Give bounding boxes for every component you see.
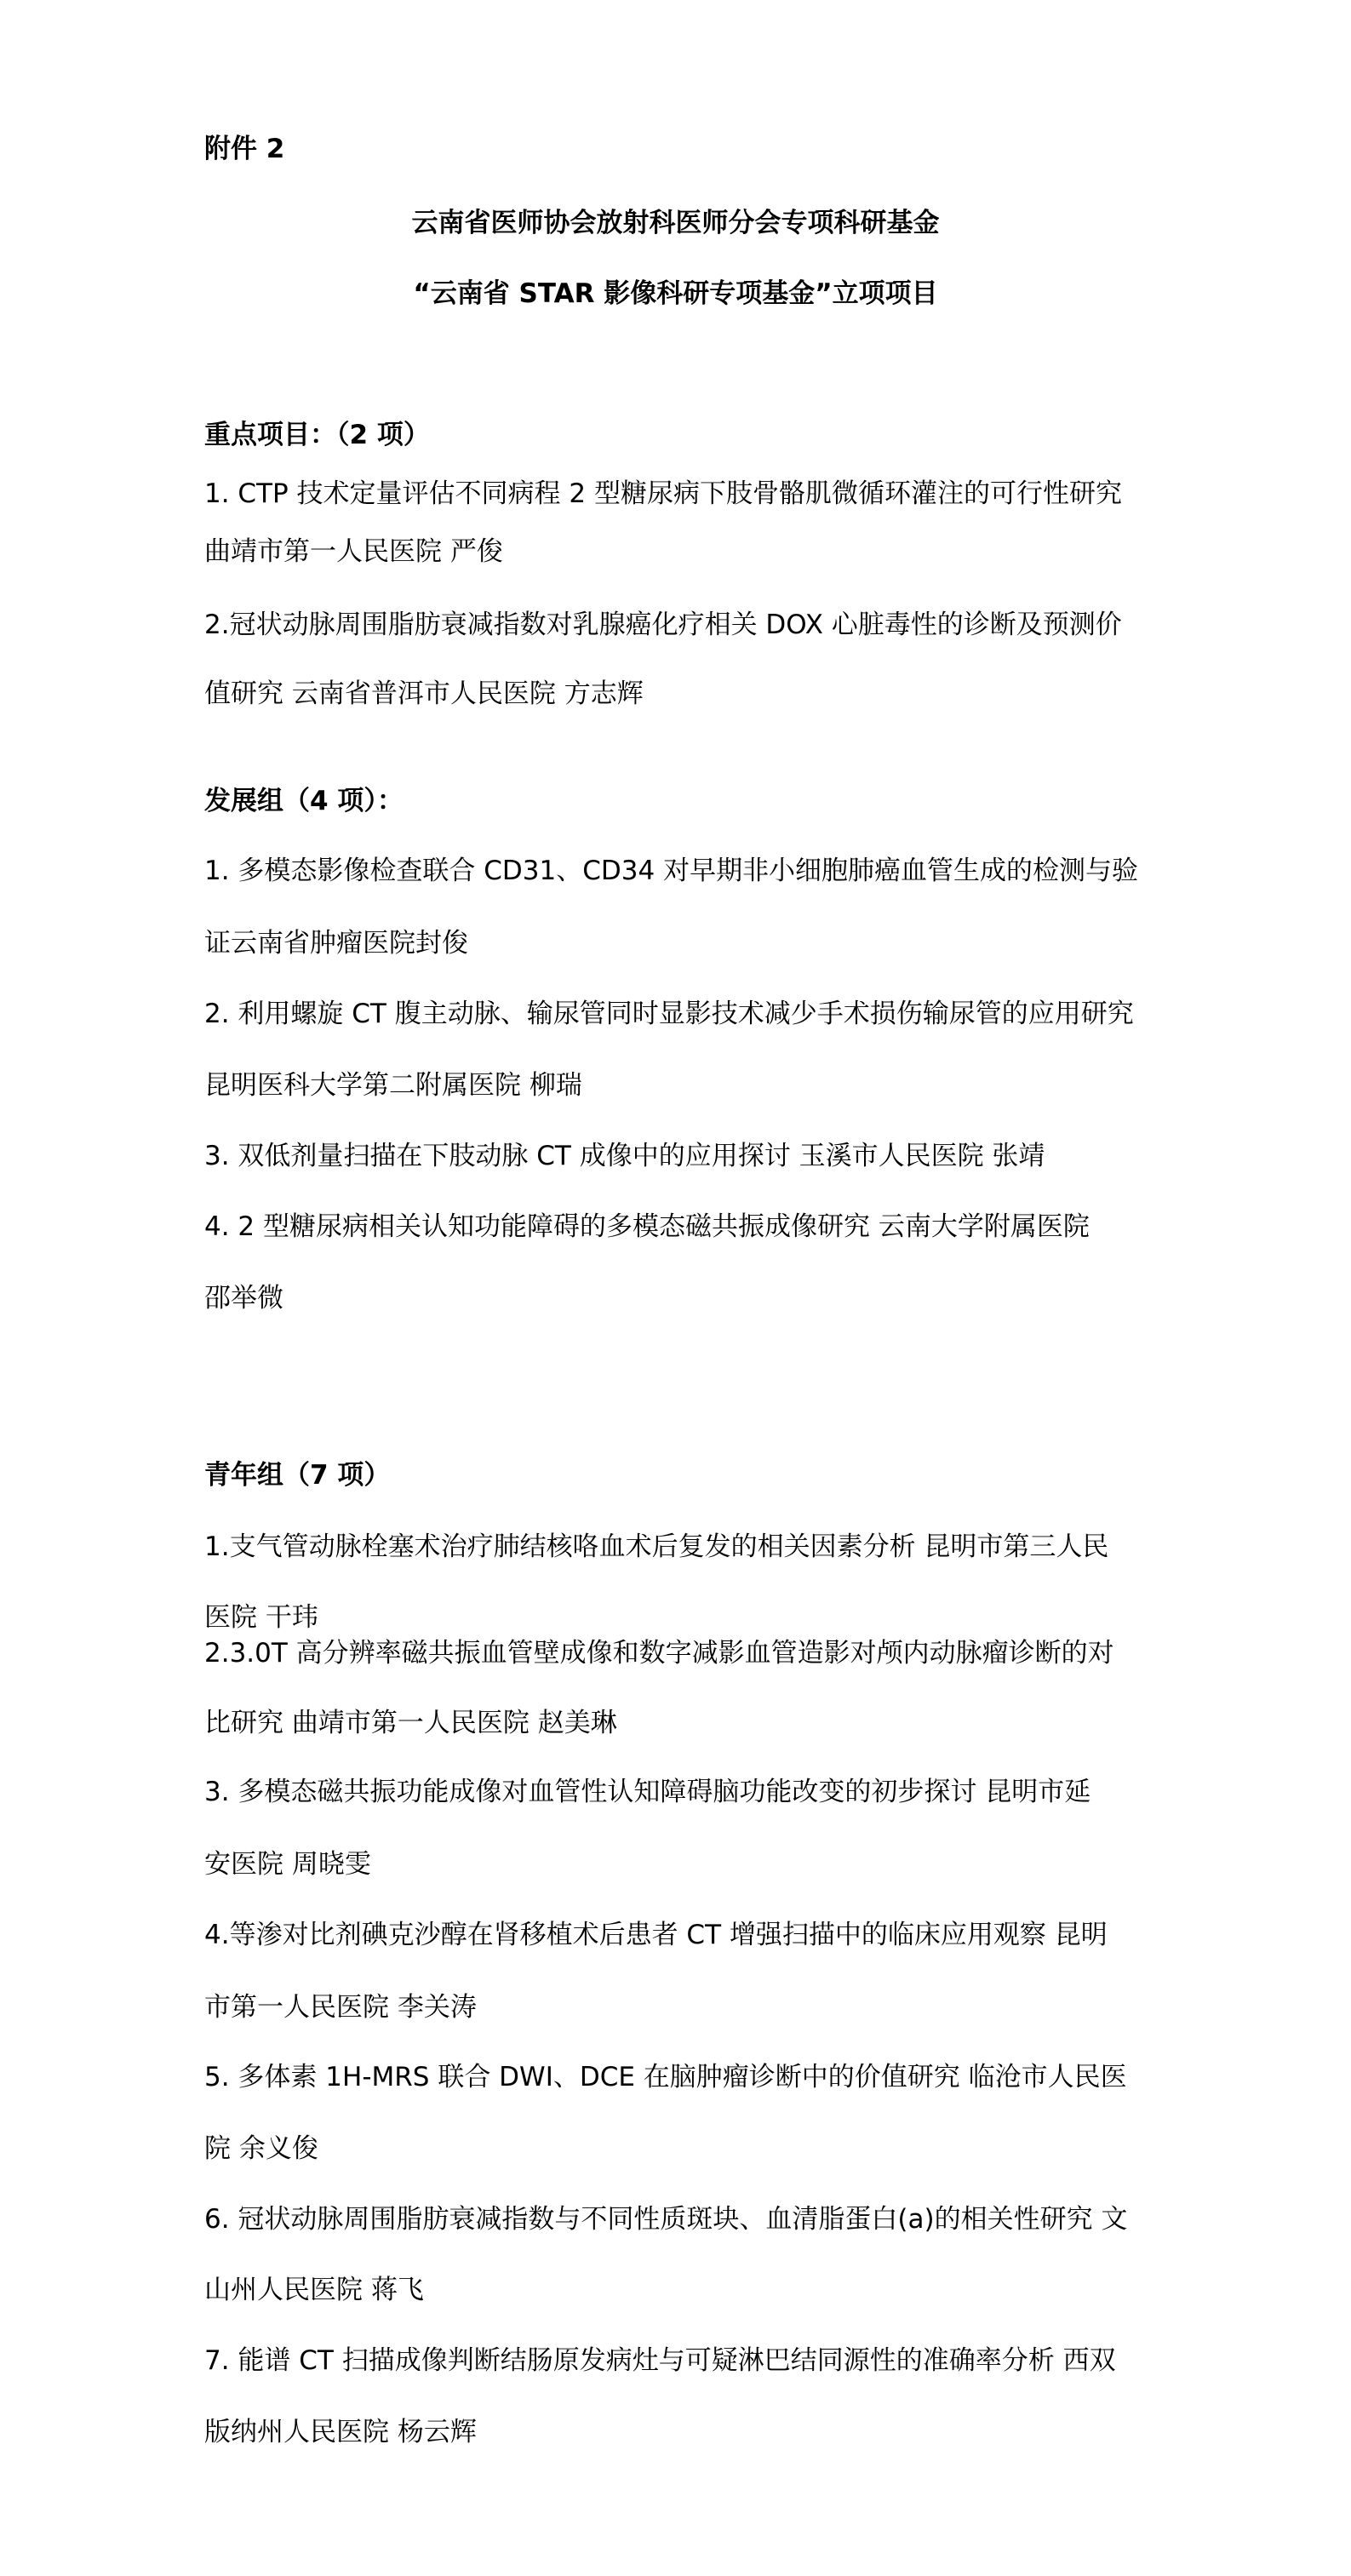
item-title-line: 1.支气管动脉栓塞术治疗肺结核咯血术后复发的相关因素分析 昆明市第三人民: [204, 1531, 1109, 1562]
item-affiliation-line: 邵举微: [204, 1283, 283, 1314]
item-affiliation-line: 证云南省肿瘤医院封俊: [204, 928, 468, 959]
item-title-line: 7. 能谱 CT 扫描成像判断结肠原发病灶与可疑淋巴结同源性的准确率分析 西双: [204, 2345, 1116, 2376]
item-affiliation-line: 值研究 云南省普洱市人民医院 方志辉: [204, 678, 644, 709]
item-affiliation-line: 医院 干玮: [204, 1602, 318, 1633]
section-heading: 重点项目：（2 项）: [204, 420, 430, 450]
item-title-line: 3. 双低剂量扫描在下肢动脉 CT 成像中的应用探讨 玉溪市人民医院 张靖: [204, 1141, 1045, 1171]
item-affiliation-line: 版纳州人民医院 杨云辉: [204, 2417, 477, 2447]
item-affiliation-line: 市第一人民医院 李关涛: [204, 1992, 477, 2023]
item-title-line: 4. 2 型糖尿病相关认知功能障碍的多模态磁共振成像研究 云南大学附属医院: [204, 1211, 1090, 1242]
section-heading: 青年组（7 项）: [204, 1460, 391, 1491]
item-title-line: 6. 冠状动脉周围脂肪衰减指数与不同性质斑块、血清脂蛋白(a)的相关性研究 文: [204, 2204, 1128, 2235]
item-affiliation-line: 院 余义俊: [204, 2133, 318, 2164]
item-title-line: 5. 多体素 1H-MRS 联合 DWI、DCE 在脑肿瘤诊断中的价值研究 临沧市人民医: [204, 2062, 1127, 2092]
item-title-line: 1. 多模态影像检查联合 CD31、CD34 对早期非小细胞肺癌血管生成的检测与验: [204, 856, 1139, 886]
item-title-line: 2. 利用螺旋 CT 腹主动脉、输尿管同时显影技术减少手术损伤输尿管的应用研究: [204, 999, 1134, 1029]
item-affiliation-line: 山州人民医院 蒋飞: [204, 2275, 424, 2305]
item-affiliation-line: 比研究 曲靖市第一人民医院 赵美琳: [204, 1708, 617, 1738]
item-title-line: 4.等渗对比剂碘克沙醇在肾移植术后患者 CT 增强扫描中的临床应用观察 昆明: [204, 1920, 1108, 1950]
item-affiliation-line: 曲靖市第一人民医院 严俊: [204, 536, 503, 567]
item-title-line: 2.冠状动脉周围脂肪衰减指数对乳腺癌化疗相关 DOX 心脏毒性的诊断及预测价: [204, 610, 1122, 640]
item-title-line: 2.3.0T 高分辨率磁共振血管壁成像和数字减影血管造影对颅内动脉瘤诊断的对: [204, 1638, 1114, 1669]
attachment-label: 附件 2: [204, 134, 285, 164]
item-affiliation-line: 安医院 周晓雯: [204, 1849, 371, 1880]
document-title-line2: “云南省 STAR 影像科研专项基金”立项项目: [413, 278, 938, 309]
section-heading: 发展组（4 项）：: [204, 786, 404, 816]
item-affiliation-line: 昆明医科大学第二附属医院 柳瑞: [204, 1070, 582, 1101]
item-title-line: 3. 多模态磁共振功能成像对血管性认知障碍脑功能改变的初步探讨 昆明市延: [204, 1777, 1091, 1807]
document-title-line1: 云南省医师协会放射科医师分会专项科研基金: [411, 208, 940, 238]
item-title-line: 1. CTP 技术定量评估不同病程 2 型糖尿病下肢骨骼肌微循环灌注的可行性研究: [204, 478, 1122, 509]
